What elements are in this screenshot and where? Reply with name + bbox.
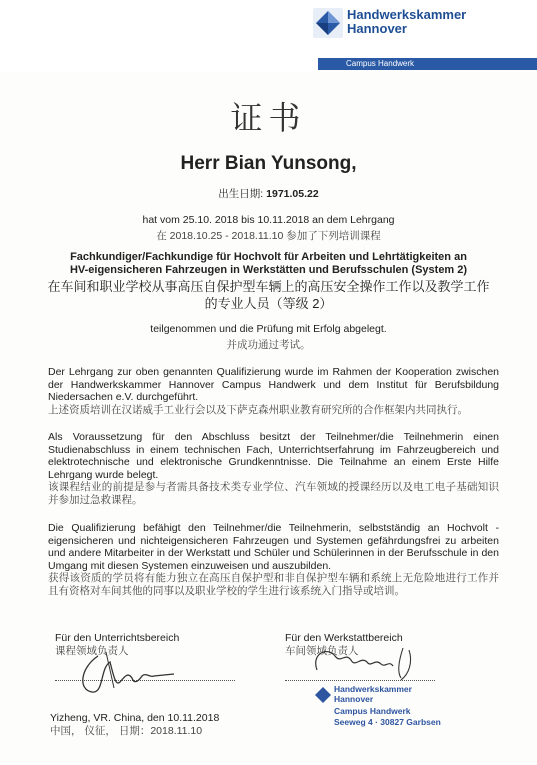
- official-stamp: Handwerkskammer Hannover Campus Handwerk Seeweg 4 · 30827 Garbsen: [306, 678, 456, 726]
- period-de: hat vom 25.10. 2018 bis 10.11.2018 an dem Lehrgang: [142, 214, 395, 226]
- course-title-de: Fachkundiger/Fachkundige für Hochvolt für Arbeiten und Lehrtätigkeiten an HV-eigensicheren Fahrzeugen in Werkstätten und Berufsschulen (System 2): [69, 251, 468, 276]
- signature-label-workshop: Für den Werkstattbereich 车间领域负责人: [285, 632, 403, 657]
- paragraph-prerequisites: Als Voraussetzung für den Abschluss besitzt der Teilnehmer/die Teilnehmerin einen Studienabschluss in einem technischen Fach, Unterrichtserfahrung im Fahrzeugbereich und elektrotechnische und elektronische Grundkenntnisse. Die Teilnahme an einem Erste Hilfe Lehrgang wurde belegt. 该课程结业的前提是参与者需具备技术类专业学位、汽车领域的授课经历以及电工电子基础知识并参加过急救课程。: [48, 431, 499, 506]
- paragraph-cooperation: Der Lehrgang zur oben genannten Qualifizierung wurde im Rahmen der Kooperation zwischen der Handwerkskammer Hannover Campus Handwerk und dem Institut für Berufsbildung Niedersachen e.V. durchgeführt. 上述资质培训在汉诺威手工业行会以及下萨克森州职业教育研究所的合作框架内共同执行。: [48, 366, 499, 416]
- course-title-cn: 在车间和职业学校从事高压自保护型车辆上的高压安全操作工作以及教学工作 的专业人员（等级 2）: [47, 279, 490, 311]
- organization-name: Handwerkskammer Hannover: [347, 7, 467, 36]
- passed-de: teilgenommen und die Prüfung mit Erfolg abgelegt.: [150, 323, 387, 335]
- recipient-name: Herr Bian Yunsong,: [180, 153, 357, 174]
- chamber-logo-icon: [313, 8, 343, 38]
- period-cn: 在 2018.10.25 - 2018.11.10 参加了下列培训课程: [156, 230, 381, 242]
- birth-date: 1971.05.22: [266, 188, 319, 200]
- signature-left-icon: [70, 648, 180, 698]
- letterhead: [0, 0, 537, 72]
- campus-banner: Campus Handwerk: [318, 58, 537, 70]
- birth-date-line: [0, 186, 537, 201]
- place-and-date: Yizheng, VR. China, den 10.11.2018 中国， 仪征， 日期：2018.11.10: [50, 712, 220, 737]
- signature-label-teaching: Für den Unterrichtsbereich 课程领域负责人: [55, 632, 180, 657]
- paragraph-qualification: Die Qualifizierung befähigt den Teilnehmer/die Teilnehmerin, selbstständig an Hochvolt -eigensicheren und nichteigensicheren Fahrzeugen und Systemen gefährdungsfrei zu arbeiten und andere Mitarbeiter in der Werkstatt und Schüler und Schülerinnen in der Berufsschule in den Umgang mit diesen Systemen einzuweisen und auszubilden. 获得该资质的学员将有能力独立在高压自保护型和非自保护型车辆和系统上无危险地进行工作并且有资格对车间其他的同事以及职业学校的学生进行该系统入门指导或培训。: [48, 522, 499, 597]
- birth-label: 出生日期:: [218, 188, 264, 200]
- passed-cn: 并成功通过考试。: [226, 339, 311, 351]
- stamp-logo-icon: [314, 686, 332, 704]
- certificate-title: 证书: [230, 99, 307, 137]
